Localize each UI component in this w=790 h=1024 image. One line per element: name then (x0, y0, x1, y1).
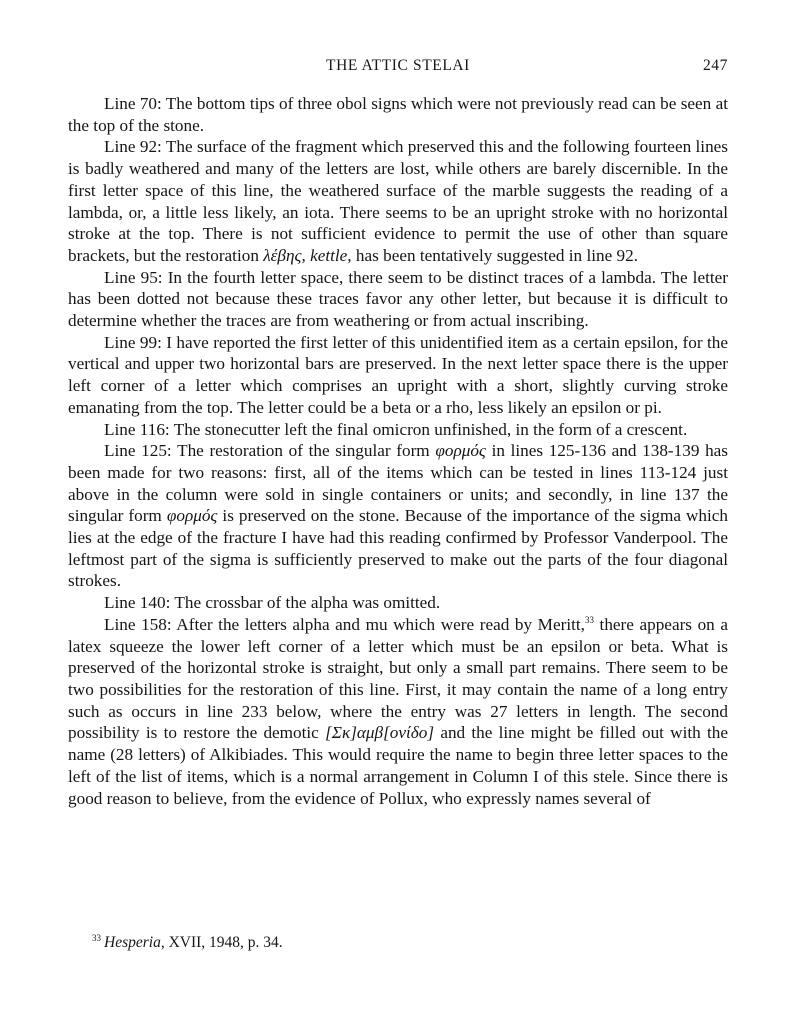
running-title: THE ATTIC STELAI (326, 57, 470, 74)
paragraph-text: In the fourth letter space, there seem to be distinct traces of a lambda. The letter has been dotted not because these traces favor any other letter, but because it is difficult to determine whether the traces are from weathering or from actual inscribing. (68, 267, 728, 331)
greek-word: [Σκ]αμβ[ονίδο] (325, 723, 435, 743)
paragraph-lead: Line 140: (104, 593, 171, 613)
paragraph-lead: Line 99: (104, 332, 162, 352)
paragraph-lead: Line 116: (104, 419, 170, 439)
paragraph-lead: Line 158: (104, 614, 172, 634)
greek-word: λέβης, (263, 245, 306, 265)
paragraph-text: The bottom tips of three obol signs which were not previously read can be seen at the top of the stone. (68, 94, 728, 135)
paragraph-line-99 (68, 332, 728, 419)
paragraph-line-70 (68, 93, 728, 136)
page-number: 247 (702, 57, 728, 74)
paragraph-text-tail: has been tentatively suggested in line 92. (351, 245, 638, 265)
paragraph-text: and the line might be filled out with the name (28 letters) of Alkibiades. This would require the name to begin three letter spaces to the left of the list of items, which is a normal arrangement in Column I of this stele. Since there is good reason to believe, from the evidence of Pollux, who expressly names several of (68, 723, 728, 808)
paragraph-line-116 (68, 419, 728, 441)
paragraph-lead: Line 92: (104, 137, 162, 157)
paragraph-text: is preserved on the stone. Because of the importance of the sigma which lies at the edge of the fracture I have had this reading confirmed by Professor Vanderpool. The leftmost part of the sigma is sufficiently preserved to make out the parts of the four diagonal strokes. (68, 506, 728, 591)
paragraph-lead: Line 70: (104, 94, 162, 113)
running-header (68, 57, 728, 79)
greek-word: φορμός (166, 506, 218, 526)
footnote-citation: XVII, 1948, p. 34. (164, 934, 283, 951)
paragraph-text: After the letters alpha and mu which were read by Meritt, (171, 614, 585, 634)
paragraph-text: in lines 125-136 and 138-139 has been made for two reasons: first, all of the items which can be tested in lines 113-124 just above in the column were sold in single containers or units; and secondly, in line 137 the singular form (68, 441, 728, 526)
paragraph-text: The crossbar of the alpha was omitted. (170, 593, 441, 613)
paragraph-text: I have reported the first letter of this unidentified item as a certain epsilon, for the vertical and upper two horizontal bars are preserved. In the next letter space there is the upper left corner of a letter which comprises an upright with a short, slightly curving stroke emanating from the top. The letter could be a beta or a rho, less likely an epsilon or pi. (68, 332, 728, 417)
footnote (92, 933, 732, 953)
paragraph-text: The restoration of the singular form (171, 441, 436, 461)
body-text (68, 93, 728, 809)
paragraph-text: The stonecutter left the final omicron unfinished, in the form of a crescent. (169, 419, 688, 439)
paragraph-text: there appears on a latex squeeze the lower left corner of a letter which must be an epsilon or beta. What is preserved of the horizontal stroke is straight, but only a small part remains. There seem to be two possibilities for the restoration of this line. First, it may contain the name of a long entry such as occurs in line 233 below, where the entry was 27 letters in length. The second possibility is to restore the demotic (68, 614, 728, 743)
footnote-reference[interactable]: 33 (584, 614, 594, 625)
paragraph-line-140 (68, 592, 728, 614)
paragraph-lead: Line 125: (104, 441, 172, 461)
greek-word: φορμός (435, 441, 486, 461)
italic-gloss: kettle, (310, 245, 352, 265)
paragraph-line-125 (68, 440, 728, 592)
paragraph-line-158 (68, 614, 728, 809)
paragraph-lead: Line 95: (104, 267, 163, 287)
footnote-journal: Hesperia, (104, 934, 165, 951)
paragraph-line-92 (68, 136, 728, 266)
paragraph-line-95 (68, 267, 728, 332)
paragraph-text: The surface of the fragment which preserved this and the following fourteen lines is badly weathered and many of the letters are lost, while others are barely discernible. In the first letter space of this line, the weathered surface of the marble suggests the reading of a lambda, or, a little less likely, an iota. There seems to be an upright stroke with no horizontal stroke at the top. There is not sufficient evidence to permit the use of other than square brackets, but the restoration (68, 137, 728, 265)
footnote-number: 33 (92, 933, 101, 943)
